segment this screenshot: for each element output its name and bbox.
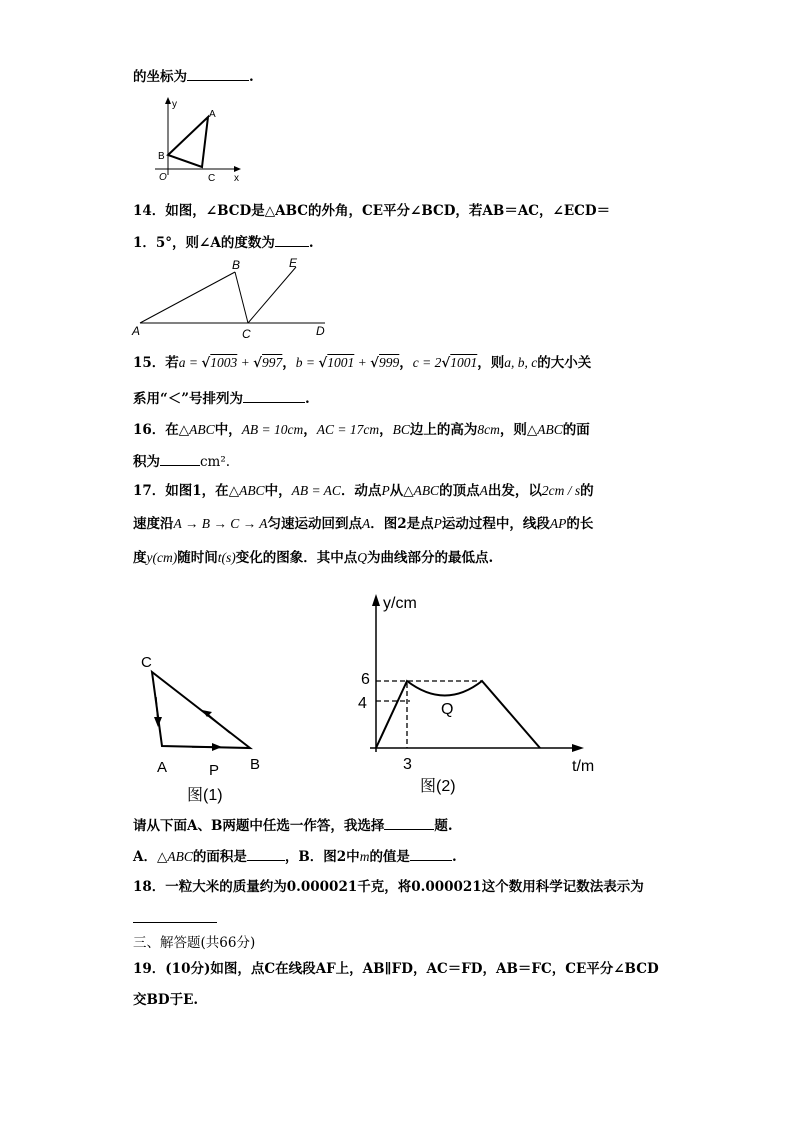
q17-arrow-bc: [206, 713, 230, 733]
q13-line: 的坐标为 .: [133, 66, 254, 87]
q16-line2: 积为 cm².: [133, 451, 230, 472]
q17-line1: 17．如图1，在△ABC中，AB = AC．动点P从△ABC的顶点A出发，以2cm / s的: [133, 483, 594, 499]
q17-option-b-blank[interactable]: [410, 846, 452, 861]
q15-line2: 系用“＜”号排列为 .: [133, 388, 310, 409]
q13-origin-label: O: [159, 172, 167, 183]
q14-point-a: A: [132, 324, 141, 338]
q14-answer-blank[interactable]: [275, 232, 309, 247]
q15-line1: 15．若a = √1003 + √997，b = √1001 + √999，c = 2√1001，则a, b, c的大小关: [133, 355, 592, 371]
q17-option-a-blank[interactable]: [247, 846, 285, 861]
q14-point-e: E: [289, 256, 298, 270]
q17-line2: 速度沿A → B → C → A匀速运动回到点A．图2是点P运动过程中，线段AP的长: [133, 516, 594, 532]
q14-point-c: C: [242, 327, 251, 341]
q18-line: 18．一粒大米的质量约为0.000021千克，将0.000021这个数用科学记数法表示为: [133, 879, 644, 895]
q17-fig1-point-p: P: [209, 762, 220, 779]
q17-fig2-xlabel: t/m: [572, 758, 595, 775]
q14-line1: 14．如图，∠BCD是△ABC的外角，CE平分∠BCD，若AB＝AC，∠ECD＝: [133, 203, 611, 219]
q19-line1: 19．(10分)如图，点C在线段AF上，AB∥FD，AC＝FD，AB＝FC，CE平分∠BCD: [133, 961, 659, 977]
q17-fig1-point-a: A: [157, 759, 168, 776]
q17-fig1-point-c: C: [141, 654, 152, 671]
q17-figure1: [130, 645, 280, 810]
q17-fig2-ylabel: y/cm: [383, 595, 417, 612]
q13-point-b: B: [158, 151, 165, 162]
q17-fig2-tick-6: 6: [361, 671, 370, 688]
q15-answer-blank[interactable]: [243, 388, 305, 403]
q19-line2: 交BD于E.: [133, 992, 199, 1008]
q17-figure2: [350, 588, 620, 803]
q17-fig1-caption: 图(1): [187, 787, 223, 804]
q17-choose-line: 请从下面A、B两题中任选一作答，我选择 题.: [133, 815, 453, 836]
q17-choose-blank[interactable]: [384, 815, 434, 830]
q13-point-c: C: [208, 173, 216, 184]
q14-figure: [130, 253, 340, 345]
q17-fig2-curve: [376, 681, 540, 748]
q14-point-b: B: [232, 258, 241, 272]
q17-fig2-caption: 图(2): [420, 778, 456, 795]
q16-answer-blank[interactable]: [160, 451, 200, 466]
q13-answer-blank[interactable]: [187, 66, 249, 81]
q17-fig1-point-b: B: [250, 756, 261, 773]
q17-line3: 度y(cm)随时间t(s)变化的图象．其中点Q为曲线部分的最低点.: [133, 550, 494, 566]
section3-title: 三、解答题(共66分): [133, 935, 256, 951]
q14-line2: 1．5°，则∠A的度数为 .: [133, 232, 314, 253]
q18-answer-blank[interactable]: [133, 908, 217, 923]
q13-x-label: x: [234, 173, 239, 184]
q16-line1: 16．在△ABC中，AB = 10cm，AC = 17cm，BC边上的高为8cm，则△ABC的面: [133, 422, 590, 438]
q14-point-d: D: [316, 324, 325, 338]
q13-point-a: A: [209, 109, 216, 120]
q13-y-label: y: [172, 99, 177, 110]
q13-figure: [150, 95, 250, 190]
q17-fig2-tick-4: 4: [358, 695, 367, 712]
q17-options-line: A．△ABC的面积是 ，B．图2中m的值是 .: [133, 846, 457, 867]
q17-fig2-tick-3: 3: [403, 756, 412, 773]
q17-fig2-point-q: Q: [441, 701, 454, 718]
